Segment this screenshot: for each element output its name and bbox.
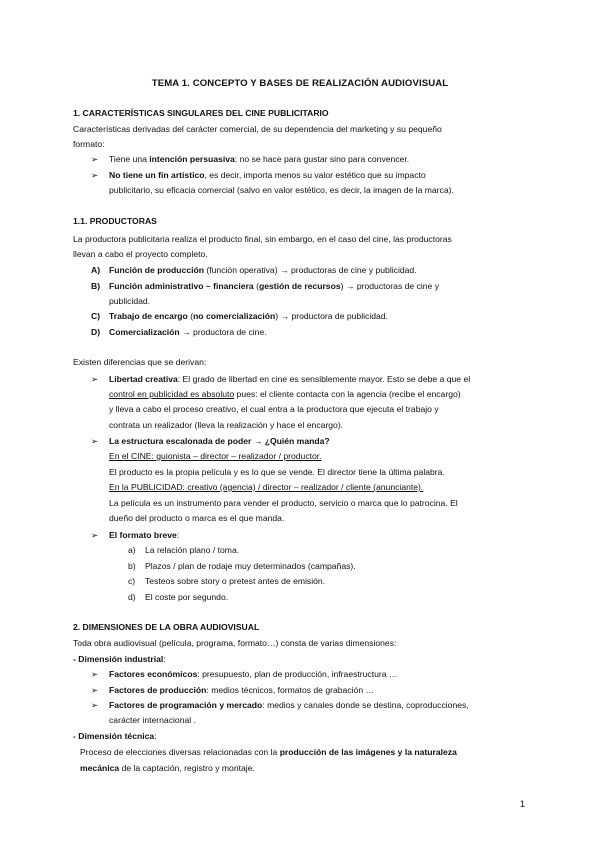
underlined-line: En el CINE: guionista – director – realizador / productor. [109,451,322,461]
dimension-heading: - Dimensión técnica: [73,731,157,741]
arrowhead-bullet-icon: ➢ [91,700,99,710]
dimension-heading: - Dimensión industrial: [73,654,166,664]
sublist-item: Plazos / plan de rodaje muy determinados (campañas). [145,561,356,571]
arrowhead-bullet-icon: ➢ [91,685,99,695]
underlined-line: En la PUBLICIDAD: creativo (agencia) / director – realizador / cliente (anunciante). [109,482,424,492]
bullet-item-continuation: El producto es la propia película y es lo que se vende. El director tiene la última palabra. [109,467,445,477]
sublist-label: b) [128,561,136,571]
list-label: C) [91,311,101,321]
paragraph-line: Existen diferencias que se derivan: [73,357,207,367]
list-item: Función de producción (función operativa) → productoras de cine y publicidad. [109,265,417,275]
section-1-1-heading: 1.1. PRODUCTORAS [73,216,157,226]
paragraph-line: llevan a cabo el proyecto completo. [73,249,208,259]
paragraph-line: Toda obra audiovisual (película, programa, formato…) consta de varias dimensiones: [73,638,397,648]
section-1-heading: 1. CARACTERÍSTICAS SINGULARES DEL CINE PUBLICITARIO [73,108,329,118]
bullet-item-continuation: carácter internacional . [109,715,196,725]
bullet-item-continuation: publicitario, su eficacia comercial (salvo en valor estético, es decir, la imagen de la marca). [109,185,454,195]
bullet-item-continuation: dueño del producto o marca es el que manda. [109,513,285,523]
list-item: Función administrativo – financiera (gestión de recursos) → productoras de cine y [109,281,440,291]
sublist-label: a) [128,545,136,555]
page-number: 1 [520,799,526,809]
bullet-item: Factores de producción: medios técnicos, formatos de grabación … [109,685,375,695]
arrowhead-bullet-icon: ➢ [91,669,99,679]
paragraph-line: Características derivadas del carácter comercial, de su dependencia del marketing y su pequeño [73,124,442,134]
bullet-item: La estructura escalonada de poder → ¿Quién manda? [109,436,330,446]
bullet-item-continuation: contrata un realizador (lleva la realización y hace el encargo). [109,420,344,430]
list-item-continuation: publicidad. [109,296,151,306]
paragraph-line: formato: [73,139,105,149]
paragraph-line: Proceso de elecciones diversas relacionadas con la producción de las imágenes y la naturaleza [80,747,457,757]
list-label: A) [91,265,101,275]
bullet-item: No tiene un fin artístico, es decir, importa menos su valor estético que su impacto [109,170,426,180]
bullet-item: El formato breve: [109,530,180,540]
bullet-item-continuation: y lleva a cabo el proceso creativo, el cual entra a la productora que ejecuta el trabajo y [109,404,439,414]
paragraph-line: La productora publicitaria realiza el producto final, sin embargo, en el caso del cine, las productoras [73,234,452,244]
paragraph-line: mecánica de la captación, registro y montaje. [80,763,255,773]
arrowhead-bullet-icon: ➢ [91,154,99,164]
bullet-item-continuation: control en publicidad es absoluto pues: el cliente contacta con la agencia (recibe el encargo) [109,389,461,399]
sublist-item: Testeos sobre story o pretest antes de emisión. [145,576,326,586]
list-item: Trabajo de encargo (no comercialización) → productora de publicidad. [109,311,388,321]
bullet-item-continuation: La película es un instrumento para vender el producto, servicio o marca que lo patrocina. El [109,498,458,508]
list-label: D) [91,327,101,337]
list-item: Comercialización → productora de cine. [109,327,267,337]
sublist-label: d) [128,592,136,602]
bullet-item: Tiene una intención persuasiva: no se hace para gustar sino para convencer. [109,154,410,164]
arrowhead-bullet-icon: ➢ [91,530,99,540]
arrowhead-bullet-icon: ➢ [91,374,99,384]
sublist-item: La relación plano / toma. [145,545,240,555]
page-title: TEMA 1. CONCEPTO Y BASES DE REALIZACIÓN AUDIOVISUAL [151,78,449,89]
bullet-item: Factores de programación y mercado: medios y canales donde se destina, coproducciones, [109,700,469,710]
section-2-heading: 2. DIMENSIONES DE LA OBRA AUDIOVISUAL [73,622,260,632]
bullet-item: Factores económicos: presupuesto, plan de producción, infraestructura … [109,669,398,679]
sublist-item: El coste por segundo. [145,592,229,602]
bullet-item: Libertad creativa: El grado de libertad en cine es sensiblemente mayor. Esto se debe a que el [109,374,471,384]
arrowhead-bullet-icon: ➢ [91,170,99,180]
list-label: B) [91,281,101,291]
arrowhead-bullet-icon: ➢ [91,436,99,446]
sublist-label: c) [128,576,136,586]
